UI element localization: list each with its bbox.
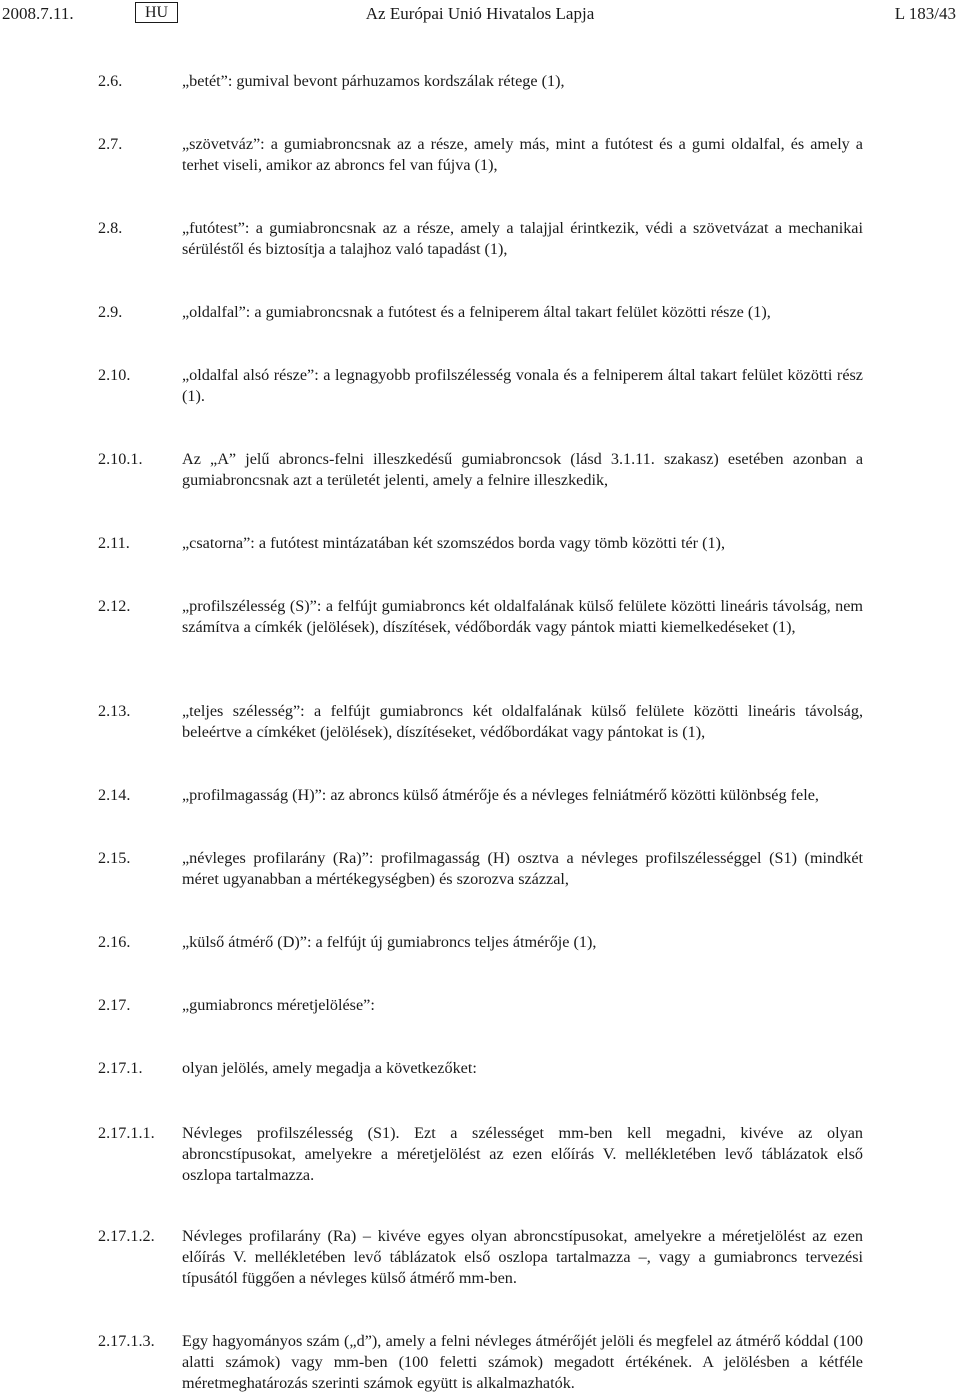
definition-item bbox=[0, 134, 960, 176]
definition-item bbox=[0, 449, 960, 491]
definition-item bbox=[0, 302, 960, 323]
publication-date: 2008.7.11. bbox=[2, 4, 74, 23]
definition-item bbox=[0, 932, 960, 953]
item-text: „külső átmérő (D)”: a felfújt új gumiabroncs teljes átmérője (1), bbox=[182, 933, 597, 951]
definition-item bbox=[0, 1331, 960, 1394]
item-text: „teljes szélesség”: a felfújt gumiabroncs két oldalfalának külső felülete közötti lineáris távolság, beleértve a címkéket (jelölések), díszítéseket, védőbordákat vagy pántokat is (1), bbox=[182, 702, 863, 741]
item-text: „betét”: gumival bevont párhuzamos kordszálak rétege (1), bbox=[182, 72, 565, 90]
item-text: „oldalfal”: a gumiabroncsnak a futótest és a felniperem által takart felület közötti része (1), bbox=[182, 303, 771, 321]
journal-title: Az Európai Unió Hivatalos Lapja bbox=[365, 4, 595, 23]
item-text: „névleges profilarány (Ra)”: profilmagasság (H) osztva a névleges profilszélességgel (S1) (mindkét méret ugyanabban a mértékegységben) és szorozva százzal, bbox=[182, 849, 863, 888]
definition-item bbox=[0, 848, 960, 890]
definition-item bbox=[0, 785, 960, 806]
item-number: 2.17.1. bbox=[98, 1059, 143, 1077]
item-number: 2.13. bbox=[98, 702, 131, 720]
definition-item bbox=[0, 218, 960, 260]
item-number: 2.17.1.2. bbox=[98, 1227, 155, 1245]
page-number: L 183/43 bbox=[894, 4, 956, 23]
item-text: Névleges profilszélesség (S1). Ezt a szélességet mm-ben kell megadni, kivéve az olyan abroncstípusokat, amelyekre a méretjelölést az ezen előírás V. mellékletében levő táblázatok első oszlopa tartalmazza. bbox=[182, 1124, 863, 1184]
definition-item bbox=[0, 1123, 960, 1186]
item-text: „profilmagasság (H)”: az abroncs külső átmérője és a névleges felniátmérő közötti különbség fele, bbox=[182, 786, 819, 804]
definition-item bbox=[0, 1058, 960, 1079]
item-text: „futótest”: a gumiabroncsnak az a része, amely a talajjal érintkezik, védi a szövetvázat a mechanikai sérüléstől és biztosítja a talajhoz való tapadást (1), bbox=[182, 219, 863, 258]
definition-item bbox=[0, 995, 960, 1016]
item-number: 2.17.1.1. bbox=[98, 1124, 155, 1142]
item-number: 2.11. bbox=[98, 534, 130, 552]
item-number: 2.12. bbox=[98, 597, 131, 615]
item-text: „csatorna”: a futótest mintázatában két szomszédos borda vagy tömb közötti tér (1), bbox=[182, 534, 725, 552]
item-text: „profilszélesség (S)”: a felfújt gumiabroncs két oldalfalának külső felülete közötti lineáris távolság, nem számítva a címkék (jelölések), díszítések, védőbordák vagy pántok miatti kiemelkedéseket (1), bbox=[182, 597, 863, 636]
item-text: Névleges profilarány (Ra) – kivéve egyes olyan abroncstípusokat, amelyekre a méretjelölést az ezen előírás V. mellékletében levő táblázatok első oszlopa tartalmazza –, vagy a gumiabroncs tervezési típusától függően a névleges külső átmérő mm-ben. bbox=[182, 1227, 863, 1287]
item-text: Az „A” jelű abroncs-felni illeszkedésű gumiabroncsok (lásd 3.1.11. szakasz) esetében azonban a gumiabroncsnak azt a területét jelenti, amely a felnire illeszkedik, bbox=[182, 450, 863, 489]
item-number: 2.17. bbox=[98, 996, 131, 1014]
item-number: 2.9. bbox=[98, 303, 123, 321]
item-number: 2.14. bbox=[98, 786, 131, 804]
item-number: 2.7. bbox=[98, 135, 123, 153]
item-number: 2.15. bbox=[98, 849, 131, 867]
language-code-box: HU bbox=[135, 2, 178, 23]
item-text: olyan jelölés, amely megadja a következőket: bbox=[182, 1059, 477, 1077]
item-number: 2.10. bbox=[98, 366, 131, 384]
definition-item bbox=[0, 71, 960, 92]
item-number: 2.16. bbox=[98, 933, 131, 951]
item-number: 2.10.1. bbox=[98, 450, 143, 468]
definition-item bbox=[0, 596, 960, 638]
definition-item bbox=[0, 1226, 960, 1289]
page-header bbox=[0, 2, 960, 26]
definition-item bbox=[0, 533, 960, 554]
item-text: Egy hagyományos szám („d”), amely a felni névleges átmérőjét jelöli és megfelel az átmérő kóddal (100 alatti számok) vagy mm-ben (100 feletti számok) megadott értékének. A jelölésben a kétféle méretmeghatározás szerinti számok együtt is alkalmazhatók. bbox=[182, 1332, 863, 1392]
item-number: 2.8. bbox=[98, 219, 123, 237]
definition-item bbox=[0, 701, 960, 743]
item-text: „gumiabroncs méretjelölése”: bbox=[182, 996, 375, 1014]
item-text: „szövetváz”: a gumiabroncsnak az a része, amely más, mint a futótest és a gumi oldalfal, és amely a terhet viseli, amikor az abroncs fel van fújva (1), bbox=[182, 135, 863, 174]
definition-item bbox=[0, 365, 960, 407]
item-number: 2.17.1.3. bbox=[98, 1332, 155, 1350]
item-text: „oldalfal alsó része”: a legnagyobb profilszélesség vonala és a felniperem által takart felület közötti rész (1). bbox=[182, 366, 863, 405]
item-number: 2.6. bbox=[98, 72, 123, 90]
